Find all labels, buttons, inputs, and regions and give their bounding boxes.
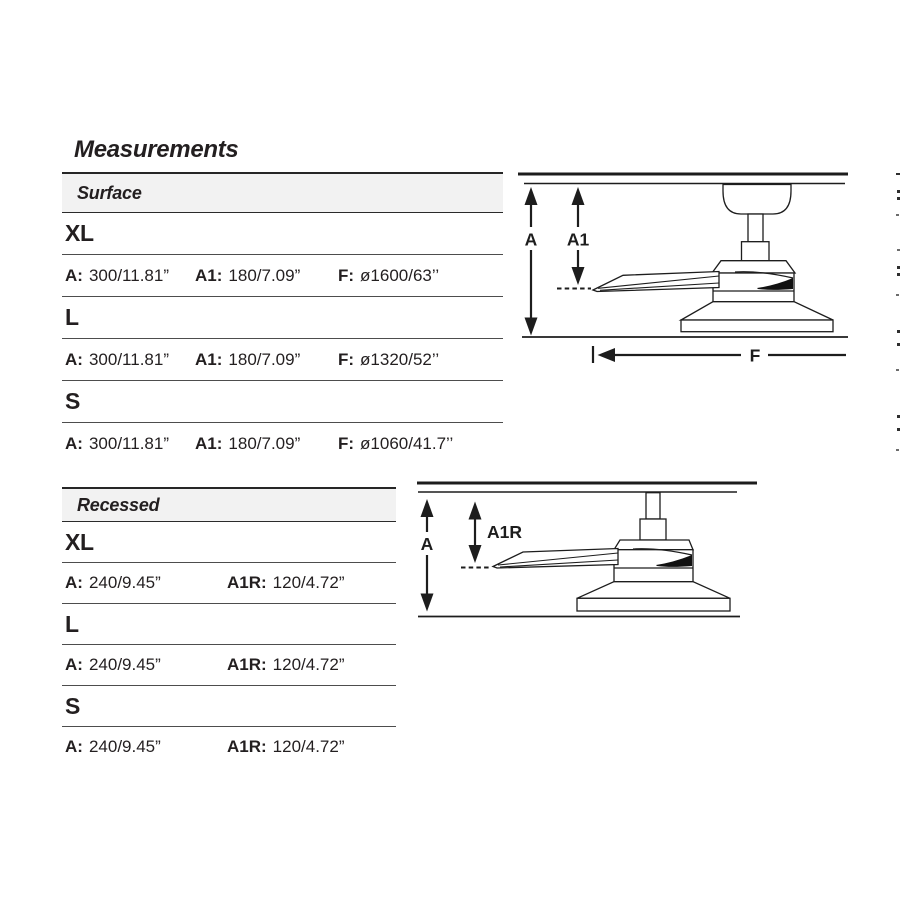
fan-blade-left [493, 549, 618, 569]
size-label: L [65, 304, 79, 330]
dimension-arrow-a1r [469, 502, 482, 564]
size-label: L [65, 610, 79, 637]
spec-row-l [62, 339, 503, 381]
recessed-header-label: Recessed [77, 494, 160, 515]
fan-motor-top [614, 540, 693, 550]
size-row-xl [62, 522, 396, 563]
spec-a: A: 240/9.45” [65, 573, 161, 592]
spec-row-s [62, 727, 396, 767]
spec-f: F: ø1320/52’’ [338, 349, 440, 369]
dimension-arrow-f [593, 343, 846, 366]
surface-measurements-table [62, 172, 503, 464]
size-row-s [62, 381, 503, 423]
fan-coupling [742, 242, 770, 261]
label-f: F [749, 345, 761, 366]
fan-canopy [723, 185, 791, 215]
ceiling-fan-illustration [593, 185, 833, 332]
fan-lower-flare [681, 302, 833, 320]
recessed-mount-diagram [405, 478, 760, 626]
recessed-table-header [62, 489, 396, 522]
dimension-arrow-a [416, 499, 438, 612]
spec-a: A: 300/11.81” [65, 265, 169, 285]
ceiling-fan-illustration [493, 493, 730, 611]
surface-header-label: Surface [77, 182, 142, 203]
spec-row-xl [62, 255, 503, 297]
spec-row-xl [62, 563, 396, 604]
fan-lower-flare [577, 582, 730, 599]
size-row-s [62, 686, 396, 727]
size-label: S [65, 692, 81, 719]
spec-row-s [62, 423, 503, 464]
size-row-l [62, 297, 503, 339]
spec-a1: A1: 180/7.09” [195, 349, 301, 369]
spec-f: F: ø1060/41.7’’ [338, 433, 454, 453]
surface-table-header [62, 174, 503, 213]
label-a1: A1 [566, 229, 590, 250]
spec-a: A: 300/11.81” [65, 349, 169, 369]
spec-a: A: 240/9.45” [65, 655, 161, 674]
spec-a: A: 240/9.45” [65, 737, 161, 756]
fan-base [577, 598, 730, 611]
spec-row-l [62, 645, 396, 686]
fan-downrod [646, 493, 660, 519]
fan-coupling [640, 519, 666, 540]
label-a: A [524, 229, 538, 250]
size-row-l [62, 604, 396, 645]
fan-base [681, 320, 833, 332]
spec-a1: A1: 180/7.09” [195, 433, 301, 453]
spec-a1r: A1R: 120/4.72” [227, 655, 345, 674]
fan-downrod [748, 214, 763, 242]
page-title: Measurements [74, 136, 239, 163]
label-a1r: A1R [487, 522, 523, 542]
dimension-arrow-a [520, 187, 542, 336]
size-label: S [65, 388, 81, 414]
surface-mount-diagram [505, 168, 865, 373]
spec-a: A: 300/11.81” [65, 433, 169, 453]
spec-f: F: ø1600/63’’ [338, 265, 440, 285]
spec-a1r: A1R: 120/4.72” [227, 573, 345, 592]
spec-a1r: A1R: 120/4.72” [227, 737, 345, 756]
label-a: A [420, 534, 434, 554]
fan-motor-top [712, 261, 795, 273]
size-label: XL [65, 220, 94, 246]
size-row-xl [62, 213, 503, 255]
fan-blade-left [593, 272, 719, 292]
size-label: XL [65, 528, 94, 555]
recessed-measurements-table [62, 487, 396, 767]
spec-a1: A1: 180/7.09” [195, 265, 301, 285]
